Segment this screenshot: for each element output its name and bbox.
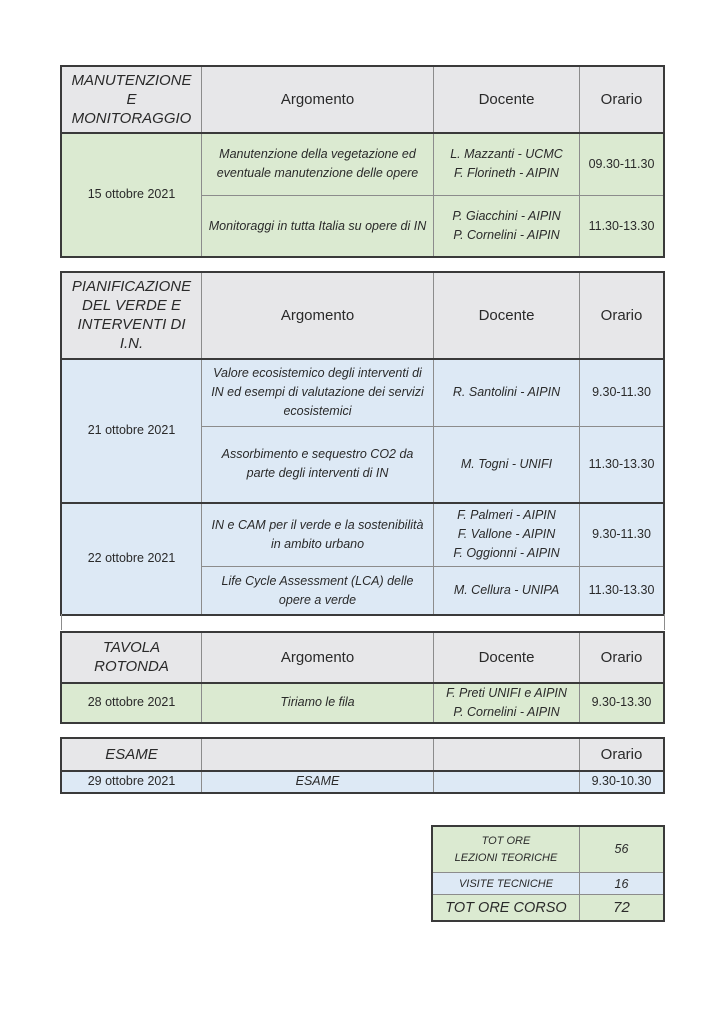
docente-cell: M. Togni - UNIFI: [434, 427, 580, 503]
docente-cell: M. Cellura - UNIPA: [434, 567, 580, 615]
totals-table: [432, 826, 664, 921]
orario-cell: 09.30-11.30: [580, 133, 664, 196]
docente-line: F. Vallone - AIPIN: [457, 527, 556, 542]
pianificazione-table: [61, 272, 664, 615]
manutenzione-table: [61, 66, 664, 257]
header-docente: Docente: [434, 273, 580, 359]
argomento-cell: IN e CAM per il verde e la sostenibilità in ambito urbano: [202, 503, 434, 567]
section-spacer: [61, 614, 665, 630]
header-docente: Docente: [434, 67, 580, 133]
header-argomento: Argomento: [202, 273, 434, 359]
date-cell: 15 ottobre 2021: [62, 133, 202, 257]
orario-cell: 11.30-13.30: [580, 567, 664, 615]
esame-table: [61, 738, 664, 793]
docente-line: F. Palmeri - AIPIN: [457, 508, 556, 523]
argomento-cell: Valore ecosistemico degli interventi di IN ed esempi di valutazione dei servizi ecosistemici: [202, 359, 434, 427]
tot-ore-corso-value: 72: [580, 895, 664, 921]
tavola-rotonda-table: [61, 632, 664, 723]
section-title: ESAME: [62, 739, 202, 771]
orario-cell: 9.30-11.30: [580, 503, 664, 567]
date-cell: 28 ottobre 2021: [62, 683, 202, 723]
argomento-cell: Life Cycle Assessment (LCA) delle opere a verde: [202, 567, 434, 615]
header-orario: Orario: [580, 633, 664, 683]
orario-cell: 9.30-10.30: [580, 771, 664, 793]
docente-line: F. Florineth - AIPIN: [454, 166, 559, 181]
orario-cell: 11.30-13.30: [580, 196, 664, 257]
argomento-cell: ESAME: [202, 771, 434, 793]
header-empty: [202, 739, 434, 771]
date-cell: 29 ottobre 2021: [62, 771, 202, 793]
header-orario: Orario: [580, 739, 664, 771]
argomento-cell: Tiriamo le fila: [202, 683, 434, 723]
header-orario: Orario: [580, 67, 664, 133]
section-title: PIANIFICAZIONE DEL VERDE E INTERVENTI DI I.N.: [62, 273, 202, 359]
visite-tecniche-label: VISITE TECNICHE: [433, 873, 580, 895]
docente-line: P. Giacchini - AIPIN: [452, 209, 561, 223]
section-title: MANUTENZIONE E MONITORAGGIO: [62, 67, 202, 133]
date-cell: 22 ottobre 2021: [62, 503, 202, 615]
argomento-cell: Monitoraggi in tutta Italia su opere di IN: [202, 196, 434, 257]
tot-lezioni-line: TOT ORE: [481, 834, 531, 847]
docente-line: F. Oggionni - AIPIN: [453, 546, 560, 561]
header-orario: Orario: [580, 273, 664, 359]
section-title: TAVOLA ROTONDA: [62, 633, 202, 683]
tot-lezioni-line: LEZIONI TEORICHE: [454, 851, 558, 864]
docente-cell: [434, 503, 580, 567]
docente-line: P. Cornelini - AIPIN: [453, 704, 560, 719]
docente-line: P. Cornelini - AIPIN: [453, 228, 560, 242]
tot-lezioni-value: 56: [580, 827, 664, 873]
docente-cell: R. Santolini - AIPIN: [434, 359, 580, 427]
docente-cell: [434, 133, 580, 196]
docente-cell: [434, 771, 580, 793]
header-argomento: Argomento: [202, 67, 434, 133]
docente-cell: [434, 196, 580, 257]
header-docente: Docente: [434, 633, 580, 683]
tot-ore-corso-label: TOT ORE CORSO: [433, 895, 580, 921]
orario-cell: 11.30-13.30: [580, 427, 664, 503]
orario-cell: 9.30-13.30: [580, 683, 664, 723]
docente-line: F. Preti UNIFI e AIPIN: [446, 685, 567, 700]
orario-cell: 9.30-11.30: [580, 359, 664, 427]
header-argomento: Argomento: [202, 633, 434, 683]
docente-line: L. Mazzanti - UCMC: [450, 147, 563, 162]
tot-lezioni-label: [433, 827, 580, 873]
docente-cell: [434, 683, 580, 723]
argomento-cell: Assorbimento e sequestro CO2 da parte degli interventi di IN: [202, 427, 434, 503]
visite-tecniche-value: 16: [580, 873, 664, 895]
date-cell: 21 ottobre 2021: [62, 359, 202, 503]
header-empty: [434, 739, 580, 771]
argomento-cell: Manutenzione della vegetazione ed eventuale manutenzione delle opere: [202, 133, 434, 196]
